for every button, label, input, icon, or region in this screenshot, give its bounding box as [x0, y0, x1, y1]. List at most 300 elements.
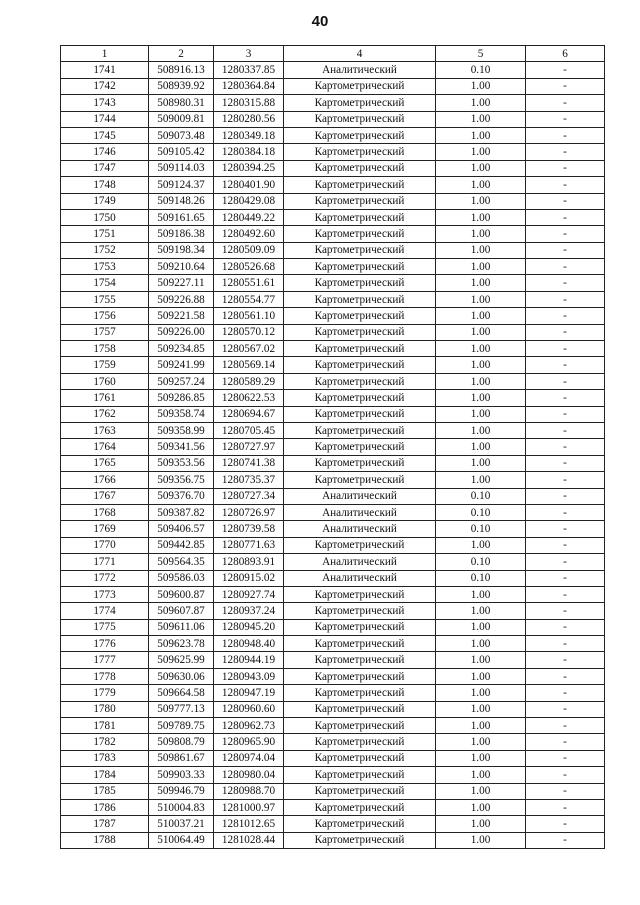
method-cell: Картометрический [284, 439, 436, 455]
y-coordinate-cell: 1280429.08 [214, 193, 284, 209]
x-coordinate-cell: 509161.65 [149, 209, 214, 225]
y-coordinate-cell: 1280364.84 [214, 78, 284, 94]
note-cell: - [526, 455, 605, 471]
method-cell: Картометрический [284, 636, 436, 652]
y-coordinate-cell: 1280509.09 [214, 242, 284, 258]
column-header: 6 [526, 46, 605, 62]
x-coordinate-cell: 509226.00 [149, 324, 214, 340]
table-row [61, 504, 605, 520]
method-cell: Картометрический [284, 652, 436, 668]
note-cell: - [526, 767, 605, 783]
accuracy-cell: 1.00 [436, 275, 526, 291]
accuracy-cell: 0.10 [436, 62, 526, 78]
note-cell: - [526, 259, 605, 275]
point-number-cell: 1743 [61, 95, 149, 111]
note-cell: - [526, 439, 605, 455]
table-row [61, 701, 605, 717]
point-number-cell: 1751 [61, 226, 149, 242]
point-number-cell: 1760 [61, 373, 149, 389]
table-row [61, 242, 605, 258]
note-cell: - [526, 341, 605, 357]
point-number-cell: 1757 [61, 324, 149, 340]
x-coordinate-cell: 509808.79 [149, 734, 214, 750]
point-number-cell: 1748 [61, 177, 149, 193]
accuracy-cell: 1.00 [436, 357, 526, 373]
method-cell: Картометрический [284, 127, 436, 143]
method-cell: Картометрический [284, 406, 436, 422]
x-coordinate-cell: 508939.92 [149, 78, 214, 94]
table-row [61, 259, 605, 275]
x-coordinate-cell: 509221.58 [149, 308, 214, 324]
y-coordinate-cell: 1280974.04 [214, 750, 284, 766]
table-row [61, 488, 605, 504]
table-row [61, 652, 605, 668]
method-cell: Картометрический [284, 226, 436, 242]
method-cell: Картометрический [284, 455, 436, 471]
note-cell: - [526, 177, 605, 193]
y-coordinate-cell: 1280962.73 [214, 718, 284, 734]
method-cell: Картометрический [284, 259, 436, 275]
accuracy-cell: 1.00 [436, 718, 526, 734]
table-row [61, 619, 605, 635]
x-coordinate-cell: 509234.85 [149, 341, 214, 357]
table-row [61, 275, 605, 291]
accuracy-cell: 1.00 [436, 603, 526, 619]
table-row [61, 95, 605, 111]
table-row [61, 111, 605, 127]
x-coordinate-cell: 509241.99 [149, 357, 214, 373]
accuracy-cell: 1.00 [436, 308, 526, 324]
table-row [61, 537, 605, 553]
x-coordinate-cell: 509586.03 [149, 570, 214, 586]
accuracy-cell: 1.00 [436, 160, 526, 176]
accuracy-cell: 1.00 [436, 95, 526, 111]
x-coordinate-cell: 509376.70 [149, 488, 214, 504]
method-cell: Картометрический [284, 750, 436, 766]
accuracy-cell: 1.00 [436, 832, 526, 848]
accuracy-cell: 1.00 [436, 209, 526, 225]
y-coordinate-cell: 1280492.60 [214, 226, 284, 242]
y-coordinate-cell: 1280526.68 [214, 259, 284, 275]
table-row [61, 406, 605, 422]
x-coordinate-cell: 509358.99 [149, 422, 214, 438]
x-coordinate-cell: 509861.67 [149, 750, 214, 766]
note-cell: - [526, 586, 605, 602]
table-row [61, 160, 605, 176]
point-number-cell: 1776 [61, 636, 149, 652]
table-body [61, 62, 605, 849]
method-cell: Картометрический [284, 177, 436, 193]
accuracy-cell: 1.00 [436, 144, 526, 160]
x-coordinate-cell: 509148.26 [149, 193, 214, 209]
point-number-cell: 1769 [61, 521, 149, 537]
method-cell: Картометрический [284, 799, 436, 815]
y-coordinate-cell: 1280726.97 [214, 504, 284, 520]
point-number-cell: 1788 [61, 832, 149, 848]
y-coordinate-cell: 1280394.25 [214, 160, 284, 176]
accuracy-cell: 1.00 [436, 242, 526, 258]
y-coordinate-cell: 1280948.40 [214, 636, 284, 652]
note-cell: - [526, 504, 605, 520]
page-number: 40 [311, 13, 329, 30]
x-coordinate-cell: 509564.35 [149, 554, 214, 570]
note-cell: - [526, 685, 605, 701]
method-cell: Аналитический [284, 554, 436, 570]
note-cell: - [526, 783, 605, 799]
x-coordinate-cell: 509387.82 [149, 504, 214, 520]
note-cell: - [526, 111, 605, 127]
point-number-cell: 1777 [61, 652, 149, 668]
point-number-cell: 1747 [61, 160, 149, 176]
method-cell: Аналитический [284, 521, 436, 537]
note-cell: - [526, 603, 605, 619]
point-number-cell: 1781 [61, 718, 149, 734]
method-cell: Картометрический [284, 308, 436, 324]
point-number-cell: 1770 [61, 537, 149, 553]
x-coordinate-cell: 509227.11 [149, 275, 214, 291]
y-coordinate-cell: 1281028.44 [214, 832, 284, 848]
accuracy-cell: 0.10 [436, 504, 526, 520]
x-coordinate-cell: 509358.74 [149, 406, 214, 422]
table-row [61, 734, 605, 750]
accuracy-cell: 1.00 [436, 701, 526, 717]
y-coordinate-cell: 1280735.37 [214, 472, 284, 488]
note-cell: - [526, 242, 605, 258]
note-cell: - [526, 619, 605, 635]
point-number-cell: 1765 [61, 455, 149, 471]
method-cell: Картометрический [284, 718, 436, 734]
point-number-cell: 1756 [61, 308, 149, 324]
y-coordinate-cell: 1280315.88 [214, 95, 284, 111]
note-cell: - [526, 144, 605, 160]
point-number-cell: 1745 [61, 127, 149, 143]
table-row [61, 521, 605, 537]
method-cell: Картометрический [284, 324, 436, 340]
table-row [61, 422, 605, 438]
point-number-cell: 1771 [61, 554, 149, 570]
accuracy-cell: 0.10 [436, 570, 526, 586]
point-number-cell: 1784 [61, 767, 149, 783]
note-cell: - [526, 160, 605, 176]
point-number-cell: 1762 [61, 406, 149, 422]
table-row [61, 209, 605, 225]
table-row [61, 193, 605, 209]
method-cell: Картометрический [284, 668, 436, 684]
table-row [61, 718, 605, 734]
point-number-cell: 1779 [61, 685, 149, 701]
accuracy-cell: 1.00 [436, 226, 526, 242]
note-cell: - [526, 291, 605, 307]
table-header-row [61, 46, 605, 62]
accuracy-cell: 1.00 [436, 373, 526, 389]
method-cell: Аналитический [284, 570, 436, 586]
y-coordinate-cell: 1280561.10 [214, 308, 284, 324]
x-coordinate-cell: 509226.88 [149, 291, 214, 307]
y-coordinate-cell: 1281012.65 [214, 816, 284, 832]
x-coordinate-cell: 509210.64 [149, 259, 214, 275]
x-coordinate-cell: 509114.03 [149, 160, 214, 176]
y-coordinate-cell: 1280554.77 [214, 291, 284, 307]
method-cell: Картометрический [284, 242, 436, 258]
point-number-cell: 1775 [61, 619, 149, 635]
accuracy-cell: 1.00 [436, 636, 526, 652]
table-row [61, 308, 605, 324]
note-cell: - [526, 95, 605, 111]
y-coordinate-cell: 1280705.45 [214, 422, 284, 438]
y-coordinate-cell: 1280947.19 [214, 685, 284, 701]
table-row [61, 832, 605, 848]
method-cell: Картометрический [284, 78, 436, 94]
x-coordinate-cell: 509009.81 [149, 111, 214, 127]
table-row [61, 78, 605, 94]
accuracy-cell: 1.00 [436, 193, 526, 209]
accuracy-cell: 1.00 [436, 422, 526, 438]
x-coordinate-cell: 508980.31 [149, 95, 214, 111]
note-cell: - [526, 570, 605, 586]
table-row [61, 767, 605, 783]
y-coordinate-cell: 1280727.97 [214, 439, 284, 455]
note-cell: - [526, 308, 605, 324]
table-row [61, 799, 605, 815]
table-row [61, 668, 605, 684]
note-cell: - [526, 62, 605, 78]
point-number-cell: 1764 [61, 439, 149, 455]
column-header: 1 [61, 46, 149, 62]
method-cell: Картометрический [284, 275, 436, 291]
x-coordinate-cell: 510004.83 [149, 799, 214, 815]
accuracy-cell: 1.00 [436, 472, 526, 488]
method-cell: Картометрический [284, 701, 436, 717]
accuracy-cell: 1.00 [436, 291, 526, 307]
method-cell: Картометрический [284, 111, 436, 127]
method-cell: Картометрический [284, 291, 436, 307]
y-coordinate-cell: 1280980.04 [214, 767, 284, 783]
x-coordinate-cell: 509073.48 [149, 127, 214, 143]
table-row [61, 455, 605, 471]
note-cell: - [526, 799, 605, 815]
y-coordinate-cell: 1280337.85 [214, 62, 284, 78]
note-cell: - [526, 701, 605, 717]
note-cell: - [526, 636, 605, 652]
table-row [61, 439, 605, 455]
table-row [61, 390, 605, 406]
x-coordinate-cell: 509625.99 [149, 652, 214, 668]
y-coordinate-cell: 1280915.02 [214, 570, 284, 586]
y-coordinate-cell: 1280893.91 [214, 554, 284, 570]
y-coordinate-cell: 1280280.56 [214, 111, 284, 127]
note-cell: - [526, 652, 605, 668]
x-coordinate-cell: 509105.42 [149, 144, 214, 160]
y-coordinate-cell: 1280988.70 [214, 783, 284, 799]
y-coordinate-cell: 1280937.24 [214, 603, 284, 619]
y-coordinate-cell: 1280741.38 [214, 455, 284, 471]
y-coordinate-cell: 1280569.14 [214, 357, 284, 373]
x-coordinate-cell: 509257.24 [149, 373, 214, 389]
note-cell: - [526, 209, 605, 225]
y-coordinate-cell: 1280771.63 [214, 537, 284, 553]
note-cell: - [526, 734, 605, 750]
x-coordinate-cell: 509286.85 [149, 390, 214, 406]
note-cell: - [526, 537, 605, 553]
method-cell: Картометрический [284, 95, 436, 111]
x-coordinate-cell: 509903.33 [149, 767, 214, 783]
accuracy-cell: 1.00 [436, 78, 526, 94]
note-cell: - [526, 406, 605, 422]
y-coordinate-cell: 1280551.61 [214, 275, 284, 291]
accuracy-cell: 1.00 [436, 799, 526, 815]
method-cell: Картометрический [284, 685, 436, 701]
x-coordinate-cell: 510037.21 [149, 816, 214, 832]
point-number-cell: 1767 [61, 488, 149, 504]
point-number-cell: 1768 [61, 504, 149, 520]
accuracy-cell: 0.10 [436, 554, 526, 570]
point-number-cell: 1772 [61, 570, 149, 586]
accuracy-cell: 1.00 [436, 652, 526, 668]
accuracy-cell: 1.00 [436, 406, 526, 422]
x-coordinate-cell: 509607.87 [149, 603, 214, 619]
table-row [61, 685, 605, 701]
y-coordinate-cell: 1280570.12 [214, 324, 284, 340]
accuracy-cell: 0.10 [436, 521, 526, 537]
table-row [61, 554, 605, 570]
point-number-cell: 1774 [61, 603, 149, 619]
table-row [61, 357, 605, 373]
y-coordinate-cell: 1280927.74 [214, 586, 284, 602]
y-coordinate-cell: 1280965.90 [214, 734, 284, 750]
x-coordinate-cell: 509406.57 [149, 521, 214, 537]
y-coordinate-cell: 1280944.19 [214, 652, 284, 668]
column-header: 4 [284, 46, 436, 62]
point-number-cell: 1750 [61, 209, 149, 225]
note-cell: - [526, 357, 605, 373]
accuracy-cell: 1.00 [436, 734, 526, 750]
method-cell: Картометрический [284, 734, 436, 750]
note-cell: - [526, 718, 605, 734]
note-cell: - [526, 472, 605, 488]
point-number-cell: 1778 [61, 668, 149, 684]
x-coordinate-cell: 509186.38 [149, 226, 214, 242]
method-cell: Картометрический [284, 783, 436, 799]
y-coordinate-cell: 1280694.67 [214, 406, 284, 422]
method-cell: Картометрический [284, 816, 436, 832]
point-number-cell: 1744 [61, 111, 149, 127]
method-cell: Картометрический [284, 160, 436, 176]
x-coordinate-cell: 509664.58 [149, 685, 214, 701]
accuracy-cell: 1.00 [436, 455, 526, 471]
note-cell: - [526, 750, 605, 766]
x-coordinate-cell: 509630.06 [149, 668, 214, 684]
y-coordinate-cell: 1281000.97 [214, 799, 284, 815]
method-cell: Картометрический [284, 341, 436, 357]
point-number-cell: 1761 [61, 390, 149, 406]
point-number-cell: 1746 [61, 144, 149, 160]
point-number-cell: 1759 [61, 357, 149, 373]
table-row [61, 636, 605, 652]
note-cell: - [526, 373, 605, 389]
accuracy-cell: 1.00 [436, 390, 526, 406]
x-coordinate-cell: 509623.78 [149, 636, 214, 652]
note-cell: - [526, 226, 605, 242]
accuracy-cell: 1.00 [436, 816, 526, 832]
point-number-cell: 1741 [61, 62, 149, 78]
y-coordinate-cell: 1280727.34 [214, 488, 284, 504]
point-number-cell: 1773 [61, 586, 149, 602]
method-cell: Аналитический [284, 62, 436, 78]
table-row [61, 586, 605, 602]
accuracy-cell: 1.00 [436, 127, 526, 143]
point-number-cell: 1753 [61, 259, 149, 275]
method-cell: Картометрический [284, 193, 436, 209]
point-number-cell: 1758 [61, 341, 149, 357]
table-row [61, 226, 605, 242]
point-number-cell: 1786 [61, 799, 149, 815]
point-number-cell: 1755 [61, 291, 149, 307]
accuracy-cell: 1.00 [436, 750, 526, 766]
note-cell: - [526, 275, 605, 291]
method-cell: Аналитический [284, 488, 436, 504]
accuracy-cell: 1.00 [436, 177, 526, 193]
method-cell: Картометрический [284, 144, 436, 160]
y-coordinate-cell: 1280449.22 [214, 209, 284, 225]
note-cell: - [526, 193, 605, 209]
method-cell: Аналитический [284, 504, 436, 520]
note-cell: - [526, 554, 605, 570]
x-coordinate-cell: 509789.75 [149, 718, 214, 734]
point-number-cell: 1749 [61, 193, 149, 209]
y-coordinate-cell: 1280349.18 [214, 127, 284, 143]
x-coordinate-cell: 509611.06 [149, 619, 214, 635]
note-cell: - [526, 832, 605, 848]
accuracy-cell: 1.00 [436, 767, 526, 783]
accuracy-cell: 1.00 [436, 619, 526, 635]
accuracy-cell: 1.00 [436, 586, 526, 602]
y-coordinate-cell: 1280384.18 [214, 144, 284, 160]
table-row [61, 62, 605, 78]
accuracy-cell: 1.00 [436, 324, 526, 340]
point-number-cell: 1783 [61, 750, 149, 766]
column-header: 3 [214, 46, 284, 62]
note-cell: - [526, 324, 605, 340]
x-coordinate-cell: 509777.13 [149, 701, 214, 717]
method-cell: Картометрический [284, 603, 436, 619]
point-number-cell: 1754 [61, 275, 149, 291]
method-cell: Картометрический [284, 619, 436, 635]
table-row [61, 603, 605, 619]
method-cell: Картометрический [284, 832, 436, 848]
method-cell: Картометрический [284, 767, 436, 783]
y-coordinate-cell: 1280401.90 [214, 177, 284, 193]
x-coordinate-cell: 508916.13 [149, 62, 214, 78]
table-row [61, 177, 605, 193]
note-cell: - [526, 127, 605, 143]
accuracy-cell: 1.00 [436, 259, 526, 275]
note-cell: - [526, 816, 605, 832]
accuracy-cell: 1.00 [436, 439, 526, 455]
y-coordinate-cell: 1280945.20 [214, 619, 284, 635]
table-row [61, 783, 605, 799]
note-cell: - [526, 78, 605, 94]
note-cell: - [526, 521, 605, 537]
point-number-cell: 1752 [61, 242, 149, 258]
coordinates-table [60, 45, 605, 849]
accuracy-cell: 1.00 [436, 783, 526, 799]
y-coordinate-cell: 1280567.02 [214, 341, 284, 357]
method-cell: Картометрический [284, 472, 436, 488]
accuracy-cell: 1.00 [436, 341, 526, 357]
method-cell: Картометрический [284, 357, 436, 373]
note-cell: - [526, 390, 605, 406]
accuracy-cell: 1.00 [436, 111, 526, 127]
